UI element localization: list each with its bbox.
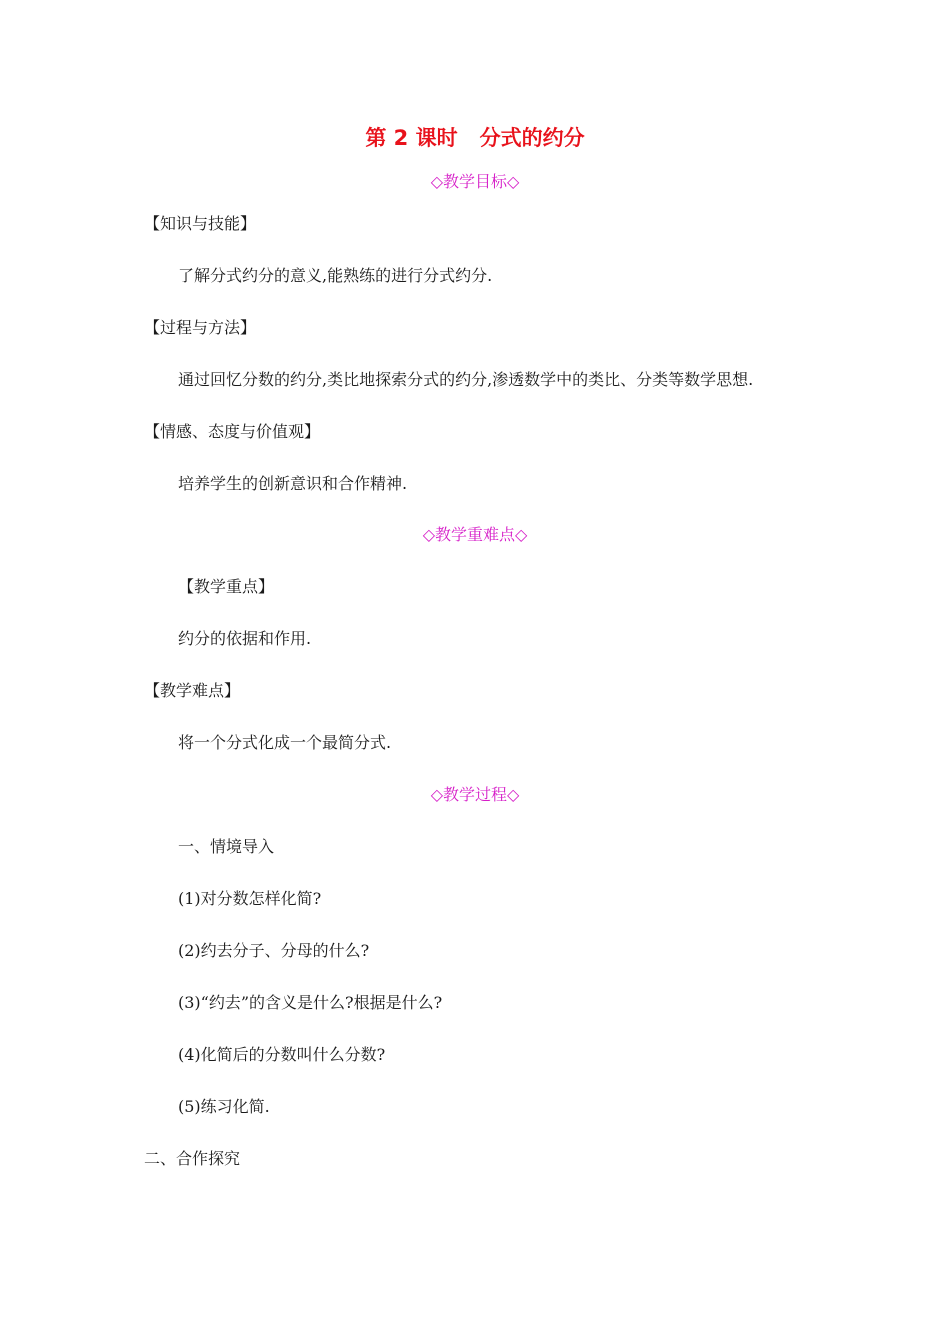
knowledge-skill-text: 了解分式约分的意义,能熟练的进行分式约分. — [178, 266, 493, 285]
lesson-number: 第 2 课时 — [365, 126, 458, 150]
teaching-focus-heading: 【教学重点】 — [178, 577, 275, 596]
knowledge-skill-heading: 【知识与技能】 — [144, 214, 257, 233]
lesson-topic: 分式的约分 — [479, 126, 585, 150]
teaching-difficulty-text: 将一个分式化成一个最简分式. — [178, 733, 392, 752]
emotion-attitude-heading: 【情感、态度与价值观】 — [144, 422, 321, 441]
process-method-heading: 【过程与方法】 — [144, 318, 257, 337]
lesson-title — [0, 124, 950, 152]
question-item: (2)约去分子、分母的什么? — [178, 941, 370, 960]
emotion-attitude-text: 培养学生的创新意识和合作精神. — [178, 474, 408, 493]
situation-intro-heading: 一、情境导入 — [178, 837, 275, 856]
section-heading-objectives: ◇教学目标◇ — [430, 172, 520, 191]
section-heading-process: ◇教学过程◇ — [430, 785, 520, 804]
cooperative-inquiry-heading: 二、合作探究 — [144, 1149, 241, 1168]
question-item: (4)化简后的分数叫什么分数? — [178, 1045, 386, 1064]
teaching-difficulty-heading: 【教学难点】 — [144, 681, 241, 700]
section-heading-key-points: ◇教学重难点◇ — [422, 525, 528, 544]
question-item: (5)练习化简. — [178, 1097, 270, 1116]
teaching-focus-text: 约分的依据和作用. — [178, 629, 312, 648]
process-method-text: 通过回忆分数的约分,类比地探索分式的约分,渗透数学中的类比、分类等数学思想. — [178, 370, 754, 389]
question-item: (3)“约去”的含义是什么?根据是什么? — [178, 993, 443, 1012]
question-item: (1)对分数怎样化简? — [178, 889, 322, 908]
